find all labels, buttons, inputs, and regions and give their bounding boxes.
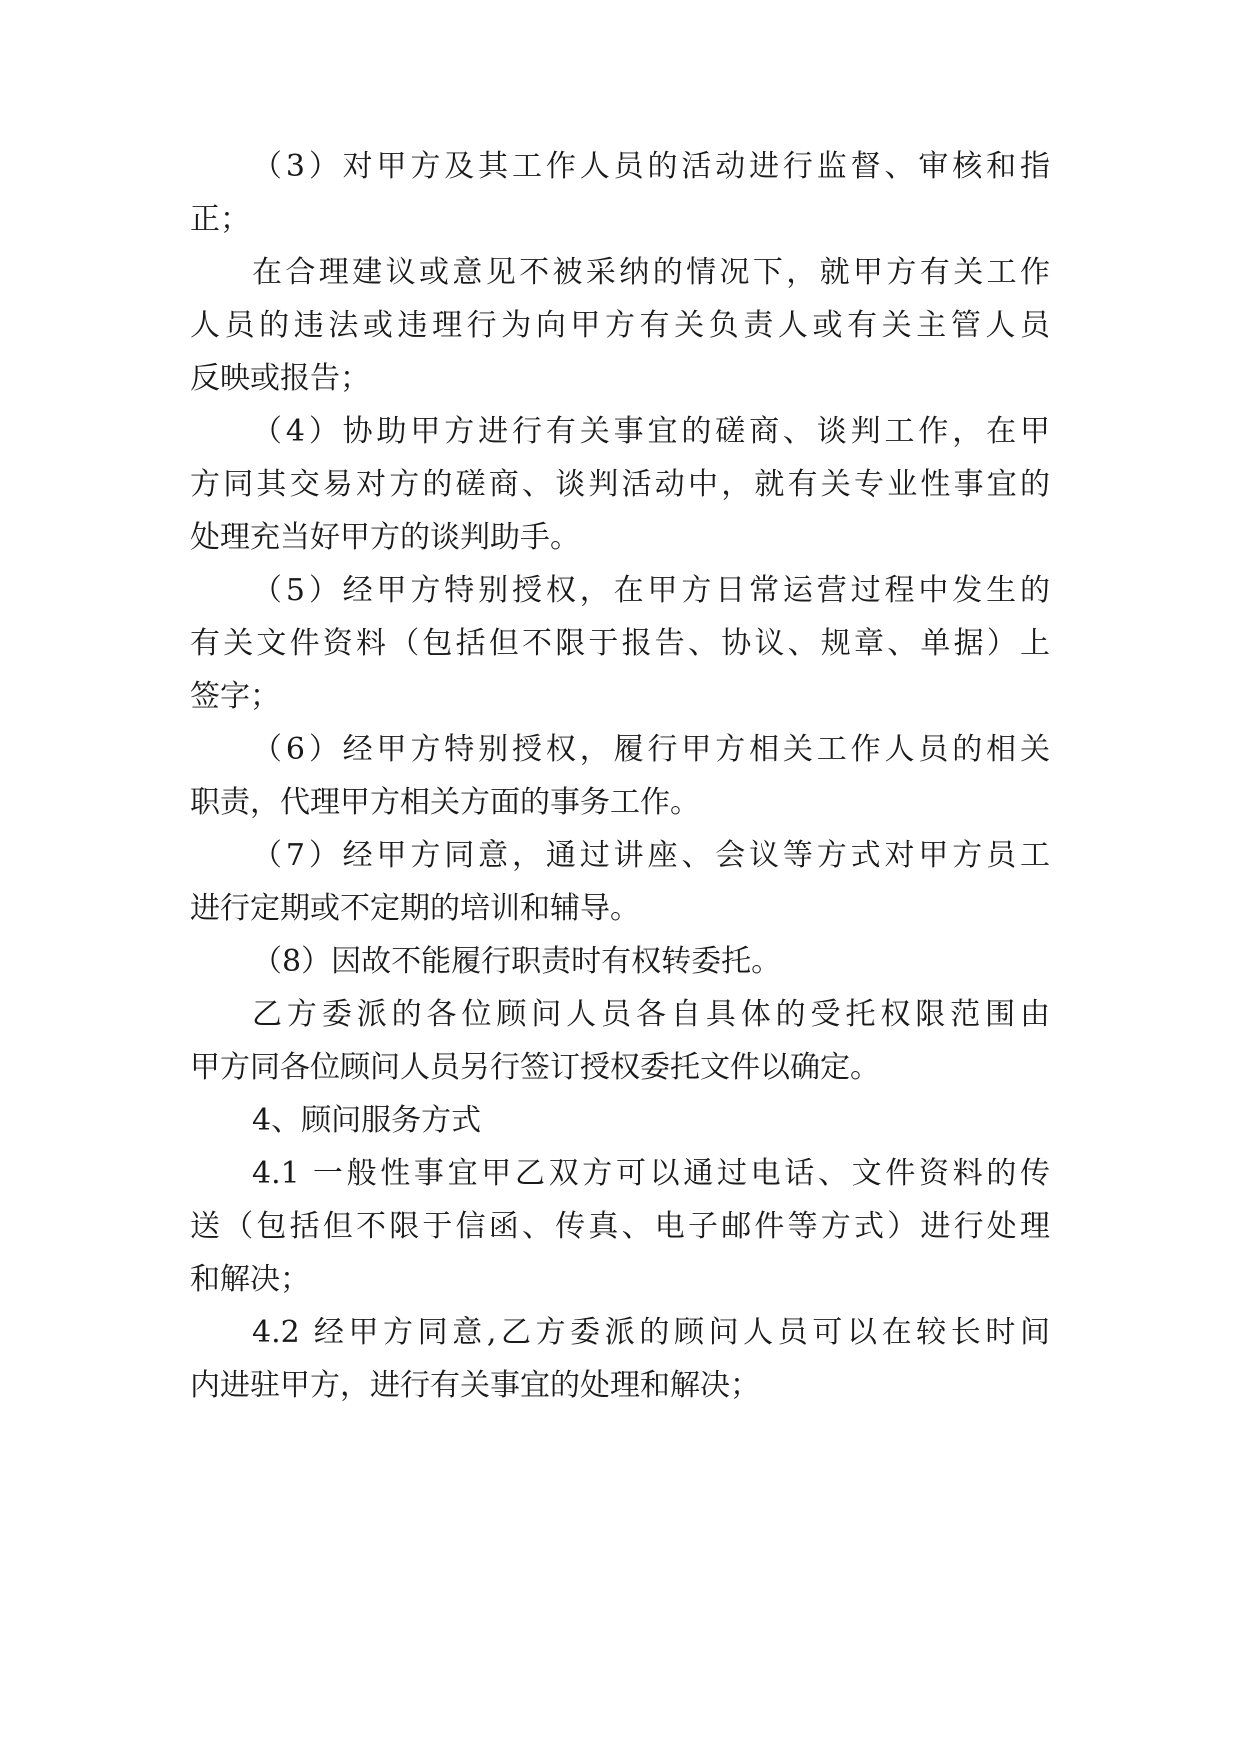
section-heading: 4、顾问服务方式: [252, 1103, 482, 1138]
text-line: 甲方同各位顾问人员另行签订授权委托文件以确定。: [190, 1050, 880, 1085]
text-line: 人员的违法或违理行为向甲方有关负责人或有关主管人员: [190, 308, 1050, 343]
text-line: （6）经甲方特别授权，履行甲方相关工作人员的相关: [252, 732, 1050, 767]
text-line: 方同其交易对方的磋商、谈判活动中，就有关专业性事宜的: [190, 467, 1050, 502]
text-line: 内进驻甲方，进行有关事宜的处理和解决；: [190, 1368, 760, 1403]
text-line: 反映或报告；: [190, 361, 370, 396]
text-line: （8）因故不能履行职责时有权转委托。: [252, 944, 782, 979]
text-line: 正；: [190, 202, 250, 237]
text-line: 乙方委派的各位顾问人员各自具体的受托权限范围由: [252, 997, 1050, 1032]
text-line: （4）协助甲方进行有关事宜的磋商、谈判工作，在甲: [252, 414, 1050, 449]
text-line: 有关文件资料（包括但不限于报告、协议、规章、单据）上: [190, 626, 1050, 661]
text-line: 进行定期或不定期的培训和辅导。: [190, 891, 640, 926]
text-line: 和解决；: [190, 1262, 310, 1297]
text-line: （3）对甲方及其工作人员的活动进行监督、审核和指: [252, 149, 1050, 184]
text-line: 送（包括但不限于信函、传真、电子邮件等方式）进行处理: [190, 1209, 1050, 1244]
text-line: 职责，代理甲方相关方面的事务工作。: [190, 785, 700, 820]
text-line: 签字；: [190, 679, 280, 714]
text-line: （7）经甲方同意，通过讲座、会议等方式对甲方员工: [252, 838, 1050, 873]
text-line: 4.1 一般性事宜甲乙双方可以通过电话、文件资料的传: [252, 1156, 1050, 1191]
text-line: 4.2 经甲方同意,乙方委派的顾问人员可以在较长时间: [252, 1315, 1050, 1350]
text-line: 处理充当好甲方的谈判助手。: [190, 520, 580, 555]
text-line: （5）经甲方特别授权，在甲方日常运营过程中发生的: [252, 573, 1050, 608]
text-line: 在合理建议或意见不被采纳的情况下，就甲方有关工作: [252, 255, 1050, 290]
